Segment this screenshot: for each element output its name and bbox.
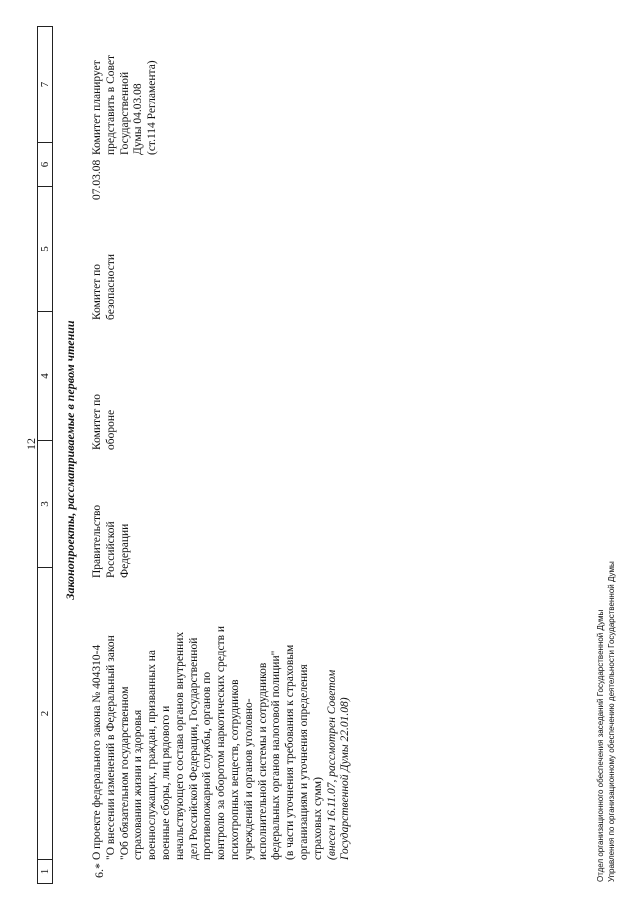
row-number: 6.* — [92, 863, 106, 878]
header-col-3: 3 — [38, 440, 52, 567]
bill-line: "Об обязательном государственном — [118, 686, 131, 860]
header-col-6: 6 — [38, 142, 52, 186]
footer-line: Управления по организационному обеспечению деятельности Государственной Думы — [606, 561, 616, 882]
header-col-4: 4 — [38, 311, 52, 440]
table-header-row — [37, 26, 53, 884]
bill-line: учреждений и органов уголовно- — [242, 698, 255, 860]
section-title: Законопроекты, рассматриваемые в первом чтении — [63, 320, 77, 600]
bill-line: дел Российской Федерации, Государственной — [187, 637, 200, 860]
co-committee-cell — [91, 210, 119, 320]
initiator-line: Российской — [104, 521, 117, 578]
note-line: Комитет планирует — [91, 60, 103, 155]
committee-line: безопасности — [104, 253, 117, 320]
bill-line: начальствующего состава органов внутренних — [173, 631, 186, 860]
date-text: 07.03.08 — [91, 159, 103, 200]
initiator-line: Правительство — [91, 504, 103, 578]
bill-line: федеральных органов налоговой полиции" — [270, 650, 283, 860]
bill-line: контролю за оборотом наркотических средств и — [215, 625, 228, 860]
bill-description — [91, 560, 353, 860]
responsible-committee-cell — [91, 340, 119, 450]
bill-status-line: Государственной Думы 22.01.08) — [339, 697, 352, 860]
bill-line: организациям и уточнения определения — [297, 664, 310, 860]
bill-line: О проекте федерального закона № 404310-4 — [91, 644, 103, 860]
date-cell — [91, 150, 105, 200]
header-col-7: 7 — [39, 81, 51, 88]
bill-line: "О внесении изменений в Федеральный закон — [104, 635, 117, 860]
note-line: Думы 04.03.08 — [132, 83, 145, 155]
bill-line: исполнительной системы и сотрудников — [256, 662, 269, 860]
bill-line: психотропных веществ, сотрудников — [228, 679, 241, 860]
note-line: (ст.114 Регламента) — [146, 60, 159, 155]
footer-line: Отдел организационного обеспечения заседаний Государственной Думы — [596, 609, 605, 882]
initiator-cell — [91, 458, 132, 578]
note-line: представить в Совет — [104, 54, 117, 155]
committee-line: Комитет по — [91, 264, 103, 320]
bill-line: военные сборы, лиц рядового и — [159, 705, 172, 860]
committee-line: Комитет по — [91, 394, 103, 450]
page-number: 12 — [24, 438, 38, 450]
bill-line: страховых сумм) — [311, 777, 324, 860]
bill-status-line: (внесен 16.11.07, рассмотрен Советом — [325, 669, 338, 860]
header-col-1: 1 — [38, 859, 52, 883]
bill-line: военнослужащих, граждан, призванных на — [146, 650, 159, 860]
committee-line: обороне — [104, 409, 117, 450]
note-line: Государственной — [118, 71, 131, 155]
initiator-line: Федерации — [118, 523, 131, 578]
bill-line: страховании жизни и здоровья — [132, 709, 145, 860]
bill-line: (в части уточнения требования к страховым — [284, 644, 297, 860]
header-col-2: 2 — [38, 567, 52, 859]
bill-line: противопожарной службы, органов по — [201, 671, 214, 860]
note-cell — [91, 25, 160, 155]
footer-department — [596, 561, 617, 882]
header-col-5: 5 — [38, 186, 52, 311]
